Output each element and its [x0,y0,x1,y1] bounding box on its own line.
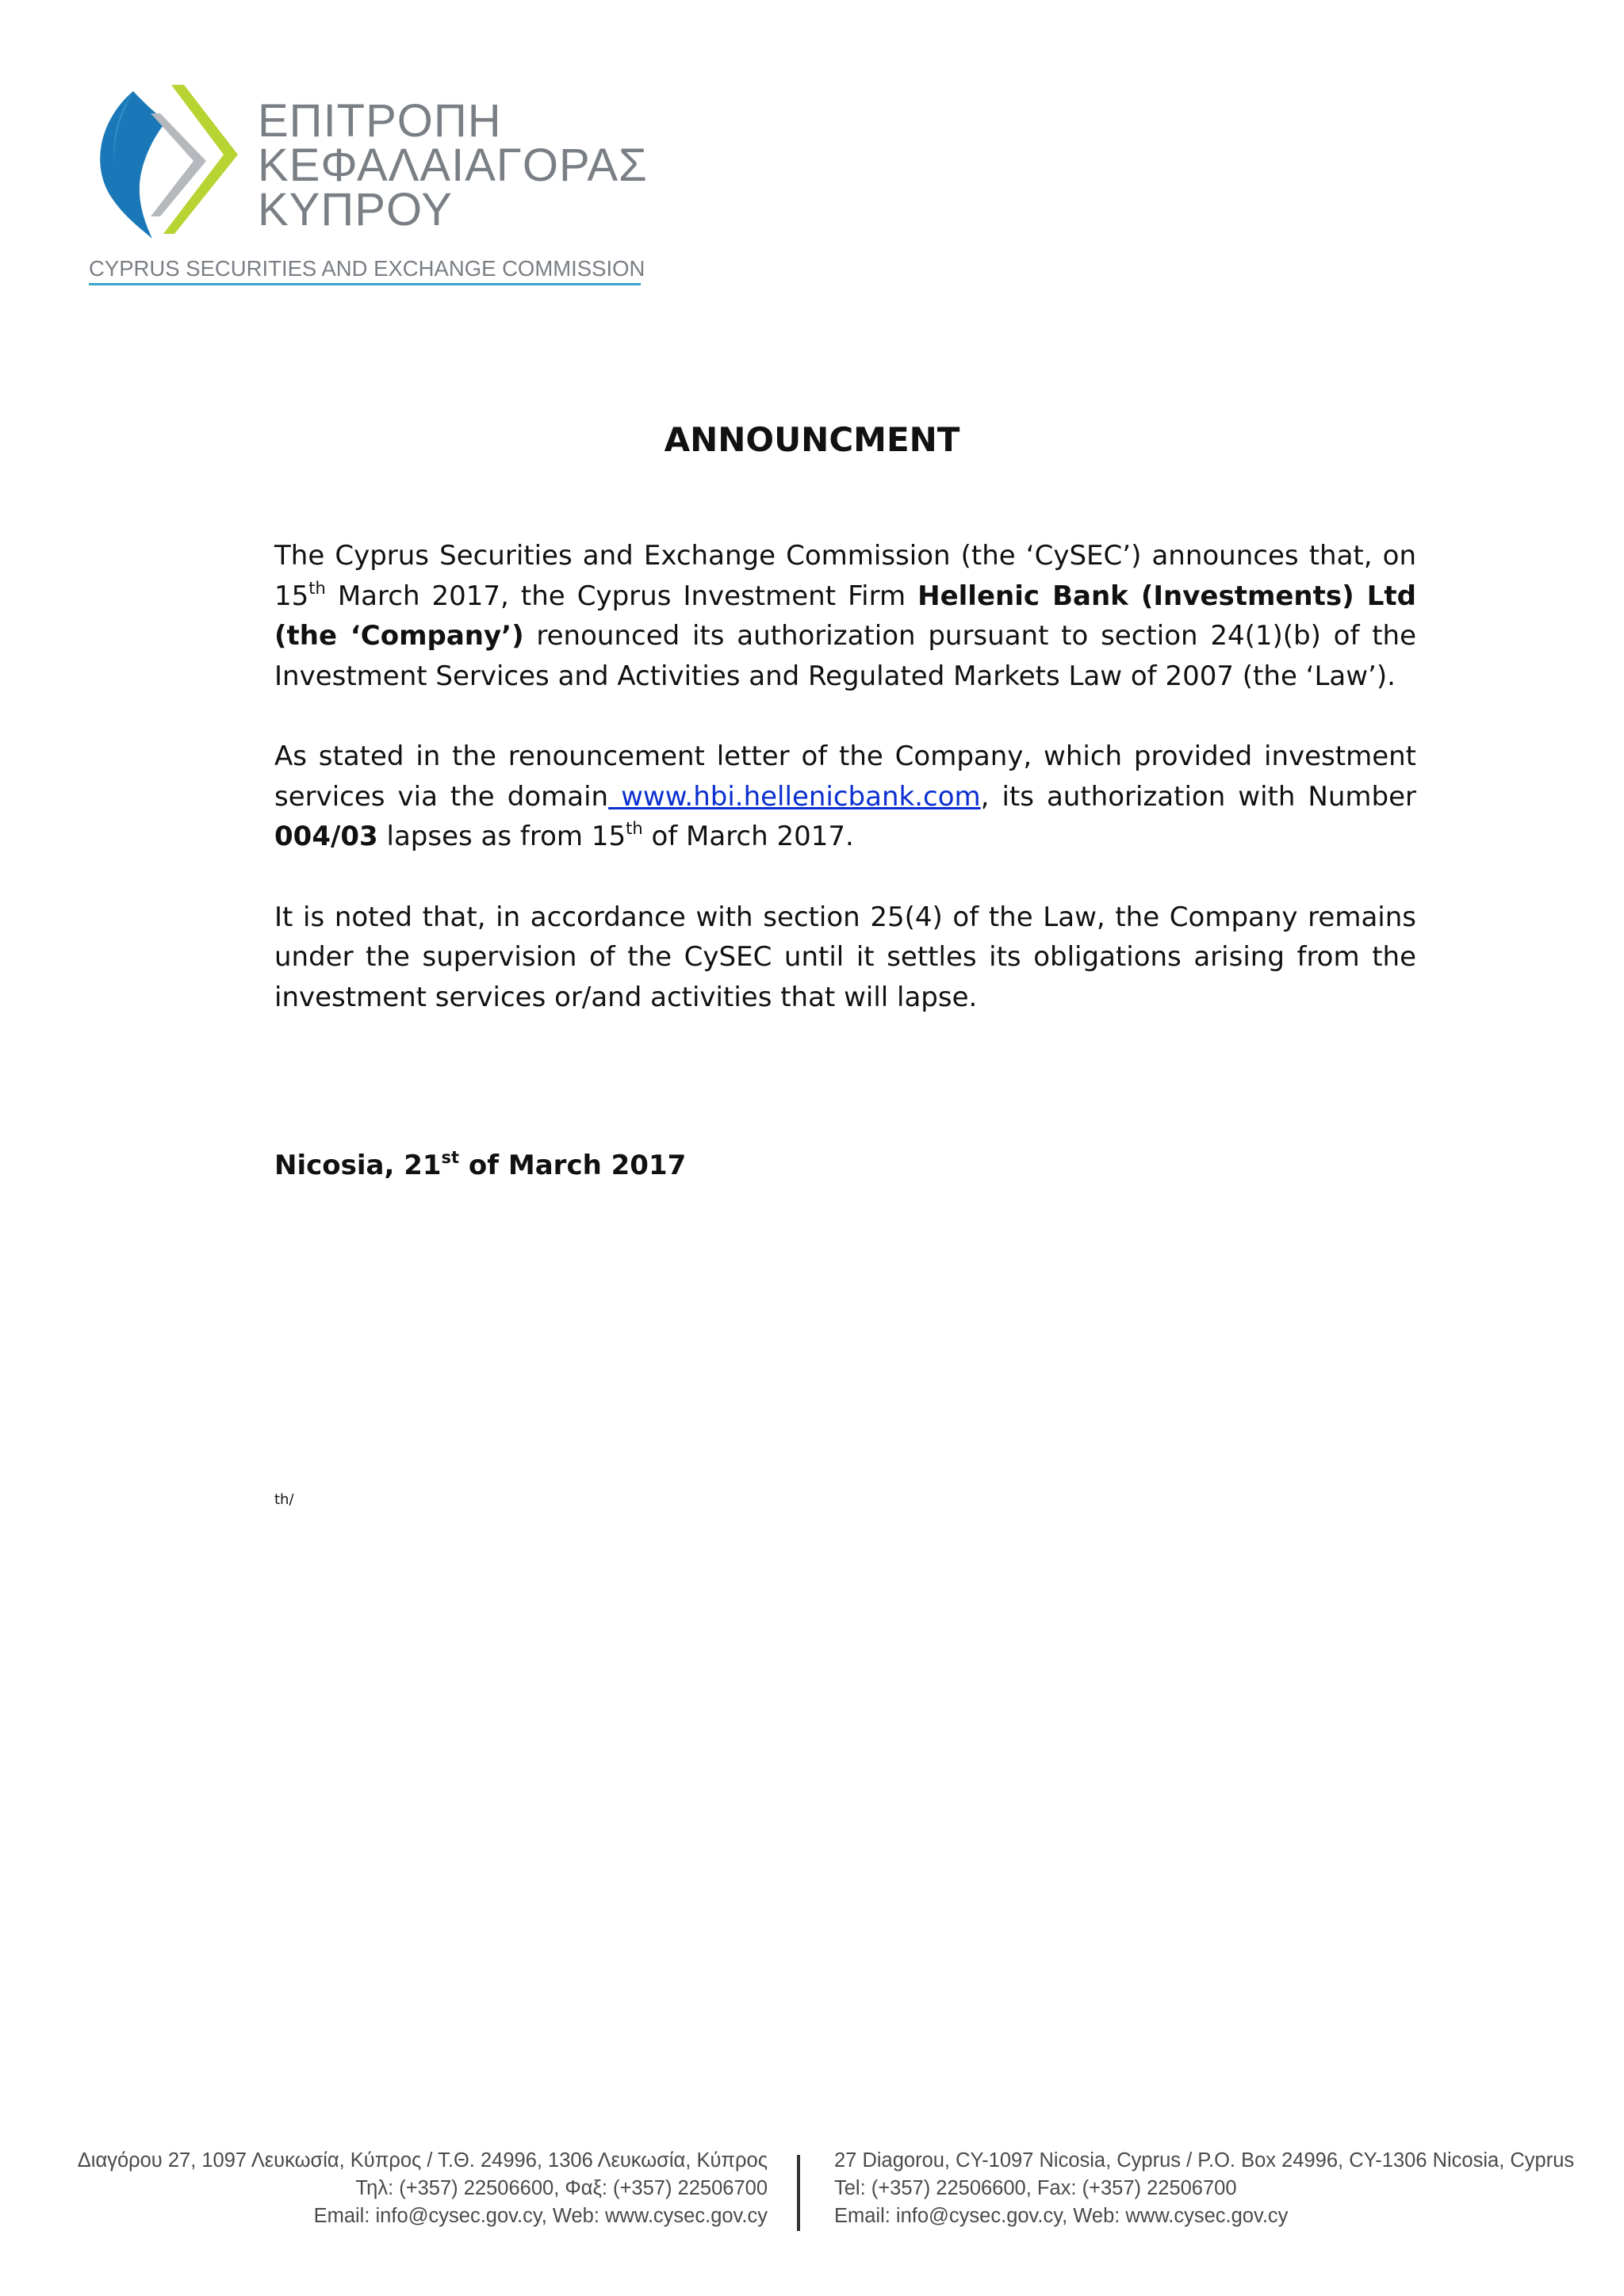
text-run: lapses as from 15 [377,821,626,852]
footer-line: 27 Diagorou, CY-1097 Nicosia, Cyprus / P.O. Box 24996, CY-1306 Nicosia, Cyprus [834,2149,1575,2172]
footer-english-address [834,2147,1574,2230]
text-run: of March 2017 [459,1150,687,1181]
text-run: As stated in the renouncement letter of the Company, which provided investment services via the domain [274,740,1416,813]
footer-line: Διαγόρου 27, 1097 Λευκωσία, Κύπρος / Τ.Θ. 24996, 1306 Λευκωσία, Κύπρος [77,2149,768,2172]
authorization-number: 004/03 [274,821,378,852]
company-website-link[interactable]: www.hbi.hellenicbank.com [608,780,981,813]
cysec-logo [87,83,658,289]
footer-divider [797,2155,800,2231]
superscript: st [441,1148,460,1167]
place-and-date [274,1150,686,1181]
logo-greek-line: ΕΠΙΤΡΟΠΗ [258,95,502,147]
logo-greek-line: ΚΥΠΡΟΥ [258,184,453,235]
logo-english-name: CYPRUS SECURITIES AND EXCHANGE COMMISSION [89,256,645,281]
footer-contact [0,2147,1624,2242]
paragraph-supervision: It is noted that, in accordance with section 25(4) of the Law, the Company remains under the supervision of the CySEC until it settles its obligations arising from the investment services or/and activities that will lapse. [274,901,1416,1013]
footer-line: Email: info@cysec.gov.cy, Web: www.cysec.gov.cy [313,2205,768,2227]
footer-greek-address [78,2147,768,2230]
cysec-logo-mark-icon [87,83,246,242]
logo-greek-name [258,95,648,235]
text-run: Nicosia, 21 [274,1150,442,1181]
text-run: of March 2017. [642,821,854,852]
paragraph-renouncement [274,536,1416,696]
paragraph-domain [274,737,1416,857]
superscript: th [308,578,326,598]
footer-line: Tel: (+357) 22506600, Fax: (+357) 22506700 [834,2177,1237,2199]
text-run: , its authorization with Number [980,780,1416,813]
announcement-body [274,536,1416,1058]
superscript: th [626,819,643,838]
text-run: March 2017, the Cyprus Investment Firm [325,580,918,612]
logo-greek-line: ΚΕΦΑΛΑΙΑΓΟΡΑΣ [258,140,648,191]
announcement-title: ANNOUNCMENT [664,420,960,459]
footer-line: Τηλ: (+357) 22506600, Φαξ: (+357) 22506700 [355,2177,768,2199]
logo-underline [89,283,641,285]
text-run: The Cyprus Securities and Exchange Commission (the ‘CySEC’) announces that, on 15 [274,540,1416,612]
footer-line: Email: info@cysec.gov.cy, Web: www.cysec.gov.cy [834,2205,1289,2227]
company-name: Hellenic Bank (Investments) Ltd (the ‘Company’) [274,580,1416,652]
stray-text: th/ [274,1491,294,1508]
text-run: renounced its authorization pursuant to section 24(1)(b) of the Investment Services and Activities and Regulated Markets Law of 2007 (the ‘Law’). [274,620,1416,692]
